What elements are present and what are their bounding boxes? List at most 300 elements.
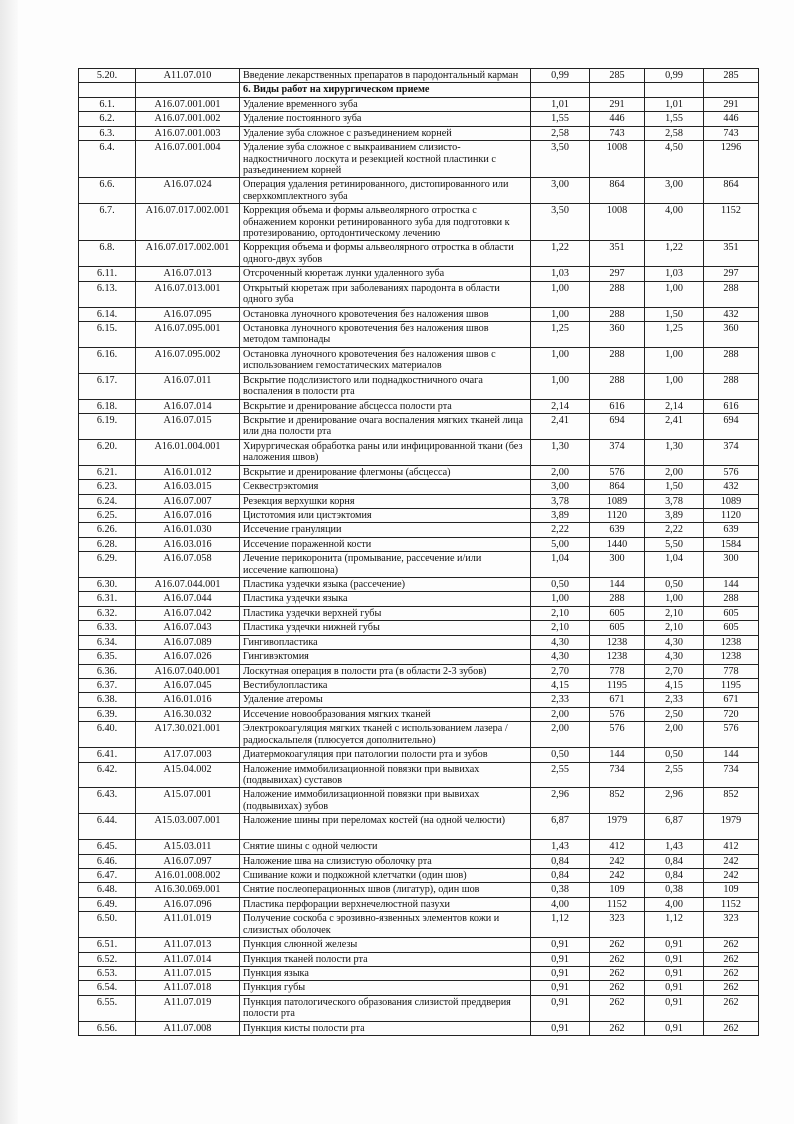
coefficient-1: 4,30 bbox=[531, 635, 590, 649]
price-2: 1152 bbox=[704, 204, 759, 241]
coefficient-1: 1,00 bbox=[531, 347, 590, 373]
service-name: Секвестрэктомия bbox=[240, 480, 531, 494]
service-name: Наложение шва на слизистую оболочку рта bbox=[240, 854, 531, 868]
coefficient-1: 4,30 bbox=[531, 650, 590, 664]
service-code: A16.30.032 bbox=[136, 707, 240, 721]
price-1: 1979 bbox=[590, 814, 645, 840]
coefficient-1: 0,84 bbox=[531, 869, 590, 883]
table-row bbox=[79, 281, 759, 307]
price-2: 300 bbox=[704, 552, 759, 578]
coefficient-1: 0,91 bbox=[531, 967, 590, 981]
service-code: A16.07.007 bbox=[136, 494, 240, 508]
price-1: 616 bbox=[590, 399, 645, 413]
row-number: 6.49. bbox=[79, 897, 136, 911]
coefficient-2: 4,30 bbox=[645, 650, 704, 664]
service-name: Вскрытие подслизистого или поднадкостничного очага воспаления в полости рта bbox=[240, 373, 531, 399]
coefficient-2: 2,10 bbox=[645, 621, 704, 635]
service-code: A11.01.019 bbox=[136, 912, 240, 938]
coefficient-2: 2,10 bbox=[645, 606, 704, 620]
coefficient-2: 6,87 bbox=[645, 814, 704, 840]
price-2: 852 bbox=[704, 788, 759, 814]
table-row bbox=[79, 854, 759, 868]
coefficient-1: 1,00 bbox=[531, 592, 590, 606]
table-row bbox=[79, 912, 759, 938]
table-row bbox=[79, 722, 759, 748]
service-name: Операция удаления ретинированного, дистопированного или сверхкомплектного зуба bbox=[240, 178, 531, 204]
price-1: 360 bbox=[590, 322, 645, 348]
price-2: 412 bbox=[704, 840, 759, 854]
coefficient-2: 2,00 bbox=[645, 722, 704, 748]
table-row bbox=[79, 606, 759, 620]
row-number: 6.36. bbox=[79, 664, 136, 678]
coefficient-1: 3,50 bbox=[531, 204, 590, 241]
table-row bbox=[79, 307, 759, 321]
price-2: 285 bbox=[704, 69, 759, 83]
coefficient-2: 1,25 bbox=[645, 322, 704, 348]
service-name: Введение лекарственных препаратов в пародонтальный карман bbox=[240, 69, 531, 83]
table-row bbox=[79, 1021, 759, 1035]
table-row bbox=[79, 178, 759, 204]
service-name: Пункция кисты полости рта bbox=[240, 1021, 531, 1035]
row-number: 6.33. bbox=[79, 621, 136, 635]
price-1: 1195 bbox=[590, 678, 645, 692]
table-row bbox=[79, 650, 759, 664]
row-number: 6.46. bbox=[79, 854, 136, 868]
service-code: A16.07.013 bbox=[136, 267, 240, 281]
service-code: A16.07.001.001 bbox=[136, 97, 240, 111]
coefficient-1: 1,00 bbox=[531, 307, 590, 321]
table-row bbox=[79, 635, 759, 649]
service-code: A16.03.015 bbox=[136, 480, 240, 494]
coefficient-2: 1,04 bbox=[645, 552, 704, 578]
coefficient-1: 1,55 bbox=[531, 112, 590, 126]
service-code: A16.07.024 bbox=[136, 178, 240, 204]
coefficient-1: 2,14 bbox=[531, 399, 590, 413]
row-number: 6.44. bbox=[79, 814, 136, 840]
service-name: Наложение шины при переломах костей (на одной челюсти) bbox=[240, 814, 531, 840]
scan-edge bbox=[0, 0, 18, 1124]
price-1: 694 bbox=[590, 413, 645, 439]
service-code: A11.07.008 bbox=[136, 1021, 240, 1035]
row-number: 6.29. bbox=[79, 552, 136, 578]
table-row bbox=[79, 523, 759, 537]
row-number: 6.40. bbox=[79, 722, 136, 748]
coefficient-2: 1,30 bbox=[645, 439, 704, 465]
coefficient-1: 1,04 bbox=[531, 552, 590, 578]
table-row bbox=[79, 112, 759, 126]
service-code: A16.07.042 bbox=[136, 606, 240, 620]
price-1: 288 bbox=[590, 373, 645, 399]
service-code: A16.07.001.002 bbox=[136, 112, 240, 126]
service-code: A16.07.044.001 bbox=[136, 578, 240, 592]
service-code: A16.07.044 bbox=[136, 592, 240, 606]
price-2: 262 bbox=[704, 1021, 759, 1035]
price-1: 288 bbox=[590, 281, 645, 307]
service-code: A11.07.015 bbox=[136, 967, 240, 981]
coefficient-2: 2,70 bbox=[645, 664, 704, 678]
row-number: 6.3. bbox=[79, 126, 136, 140]
service-code: A16.07.097 bbox=[136, 854, 240, 868]
service-name: Иссечение новообразования мягких тканей bbox=[240, 707, 531, 721]
service-name: Наложение иммобилизационной повязки при вывихах (подвывихах) зубов bbox=[240, 788, 531, 814]
row-number: 5.20. bbox=[79, 69, 136, 83]
price-2: 144 bbox=[704, 578, 759, 592]
service-code: A16.07.095.001 bbox=[136, 322, 240, 348]
coefficient-1: 2,00 bbox=[531, 465, 590, 479]
coefficient-1: 2,55 bbox=[531, 762, 590, 788]
price-2: 720 bbox=[704, 707, 759, 721]
price-1: 1008 bbox=[590, 204, 645, 241]
table-row bbox=[79, 126, 759, 140]
coefficient-2: 1,55 bbox=[645, 112, 704, 126]
coefficient-1: 3,89 bbox=[531, 508, 590, 522]
table-row bbox=[79, 439, 759, 465]
service-code: A16.07.095 bbox=[136, 307, 240, 321]
price-table-body bbox=[79, 69, 759, 1036]
price-2: 1238 bbox=[704, 635, 759, 649]
row-number: 6.51. bbox=[79, 938, 136, 952]
service-name: Удаление временного зуба bbox=[240, 97, 531, 111]
price-2: 694 bbox=[704, 413, 759, 439]
service-name: Наложение иммобилизационной повязки при вывихах (подвывихах) суставов bbox=[240, 762, 531, 788]
service-name: Получение соскоба с эрозивно-язвенных элементов кожи и слизистых оболочек bbox=[240, 912, 531, 938]
coefficient-2: 0,91 bbox=[645, 995, 704, 1021]
price-2: 1296 bbox=[704, 141, 759, 178]
row-number: 6.50. bbox=[79, 912, 136, 938]
coefficient-1: 4,00 bbox=[531, 897, 590, 911]
price-2: 360 bbox=[704, 322, 759, 348]
coefficient-1: 2,00 bbox=[531, 722, 590, 748]
service-code: A15.03.007.001 bbox=[136, 814, 240, 840]
service-code: A11.07.018 bbox=[136, 981, 240, 995]
price-2: 297 bbox=[704, 267, 759, 281]
coefficient-1: 1,00 bbox=[531, 281, 590, 307]
service-name: Удаление атеромы bbox=[240, 693, 531, 707]
service-code: A16.07.095.002 bbox=[136, 347, 240, 373]
coefficient-2: 4,50 bbox=[645, 141, 704, 178]
table-row bbox=[79, 621, 759, 635]
price-1: 262 bbox=[590, 938, 645, 952]
price-1: 864 bbox=[590, 178, 645, 204]
service-name: Пункция тканей полости рта bbox=[240, 952, 531, 966]
service-name: Хирургическая обработка раны или инфицированной ткани (без наложения швов) bbox=[240, 439, 531, 465]
price-1: 743 bbox=[590, 126, 645, 140]
row-number: 6.48. bbox=[79, 883, 136, 897]
price-2: 144 bbox=[704, 748, 759, 762]
price-1: 288 bbox=[590, 307, 645, 321]
coefficient-2: 2,14 bbox=[645, 399, 704, 413]
coefficient-2: 0,84 bbox=[645, 854, 704, 868]
coefficient-2: 3,00 bbox=[645, 178, 704, 204]
row-number: 6.8. bbox=[79, 241, 136, 267]
row-number: 6.26. bbox=[79, 523, 136, 537]
service-code: A17.07.003 bbox=[136, 748, 240, 762]
coefficient-2: 2,58 bbox=[645, 126, 704, 140]
service-code: A11.07.014 bbox=[136, 952, 240, 966]
service-code: A16.07.017.002.001 bbox=[136, 241, 240, 267]
price-2: 109 bbox=[704, 883, 759, 897]
price-1: 605 bbox=[590, 606, 645, 620]
coefficient-2: 0,99 bbox=[645, 69, 704, 83]
service-code: A17.30.021.001 bbox=[136, 722, 240, 748]
service-code: A16.07.014 bbox=[136, 399, 240, 413]
coefficient-2: 4,00 bbox=[645, 897, 704, 911]
service-name: Удаление зуба сложное с выкраиванием слизисто-надкостничного лоскута и резекцией костной пластинки с разъединением корней bbox=[240, 141, 531, 178]
price-2: 605 bbox=[704, 621, 759, 635]
table-row bbox=[79, 494, 759, 508]
price-1: 323 bbox=[590, 912, 645, 938]
service-name: 6. Виды работ на хирургическом приеме bbox=[240, 83, 531, 97]
row-number: 6.43. bbox=[79, 788, 136, 814]
row-number: 6.19. bbox=[79, 413, 136, 439]
coefficient-1: 1,01 bbox=[531, 97, 590, 111]
price-2: 446 bbox=[704, 112, 759, 126]
table-row bbox=[79, 840, 759, 854]
service-name: Вестибулопластика bbox=[240, 678, 531, 692]
coefficient-2: 2,33 bbox=[645, 693, 704, 707]
price-1: 412 bbox=[590, 840, 645, 854]
price-2: 1979 bbox=[704, 814, 759, 840]
price-2: 242 bbox=[704, 854, 759, 868]
row-number: 6.39. bbox=[79, 707, 136, 721]
price-2: 288 bbox=[704, 281, 759, 307]
price-1: 734 bbox=[590, 762, 645, 788]
coefficient-2: 1,50 bbox=[645, 307, 704, 321]
price-2: 262 bbox=[704, 952, 759, 966]
price-1: 446 bbox=[590, 112, 645, 126]
price-2: 1120 bbox=[704, 508, 759, 522]
row-number bbox=[79, 83, 136, 97]
service-code: A16.01.012 bbox=[136, 465, 240, 479]
coefficient-2: 1,01 bbox=[645, 97, 704, 111]
table-row bbox=[79, 413, 759, 439]
coefficient-1: 0,91 bbox=[531, 952, 590, 966]
price-1: 297 bbox=[590, 267, 645, 281]
coefficient-1: 2,22 bbox=[531, 523, 590, 537]
price-2: 1584 bbox=[704, 537, 759, 551]
coefficient-2: 5,50 bbox=[645, 537, 704, 551]
service-code: A16.07.015 bbox=[136, 413, 240, 439]
price-1: 852 bbox=[590, 788, 645, 814]
price-1: 576 bbox=[590, 722, 645, 748]
price-2: 288 bbox=[704, 592, 759, 606]
coefficient-2: 0,91 bbox=[645, 981, 704, 995]
price-1: 605 bbox=[590, 621, 645, 635]
price-2: 1089 bbox=[704, 494, 759, 508]
coefficient-1: 0,91 bbox=[531, 938, 590, 952]
service-code: A15.07.001 bbox=[136, 788, 240, 814]
price-1: 778 bbox=[590, 664, 645, 678]
service-code: A16.07.011 bbox=[136, 373, 240, 399]
service-name: Вскрытие и дренирование очага воспаления мягких тканей лица или дна полости рта bbox=[240, 413, 531, 439]
coefficient-2: 1,00 bbox=[645, 347, 704, 373]
row-number: 6.30. bbox=[79, 578, 136, 592]
coefficient-1: 0,38 bbox=[531, 883, 590, 897]
price-2 bbox=[704, 83, 759, 97]
service-name: Остановка луночного кровотечения без наложения швов с использованием гемостатических материалов bbox=[240, 347, 531, 373]
row-number: 6.34. bbox=[79, 635, 136, 649]
row-number: 6.17. bbox=[79, 373, 136, 399]
coefficient-2: 0,91 bbox=[645, 967, 704, 981]
row-number: 6.45. bbox=[79, 840, 136, 854]
service-name: Гингивэктомия bbox=[240, 650, 531, 664]
coefficient-1: 3,78 bbox=[531, 494, 590, 508]
service-name: Лечение перикоронита (промывание, рассечение и/или иссечение капюшона) bbox=[240, 552, 531, 578]
row-number: 6.14. bbox=[79, 307, 136, 321]
row-number: 6.47. bbox=[79, 869, 136, 883]
row-number: 6.18. bbox=[79, 399, 136, 413]
coefficient-1: 2,10 bbox=[531, 606, 590, 620]
table-row bbox=[79, 693, 759, 707]
service-name: Снятие шины с одной челюсти bbox=[240, 840, 531, 854]
coefficient-2: 1,50 bbox=[645, 480, 704, 494]
coefficient-1: 6,87 bbox=[531, 814, 590, 840]
coefficient-2: 4,15 bbox=[645, 678, 704, 692]
service-name: Вскрытие и дренирование флегмоны (абсцесса) bbox=[240, 465, 531, 479]
price-2: 291 bbox=[704, 97, 759, 111]
service-name: Электрокоагуляция мягких тканей с использованием лазера / радиоскальпеля (плюсуется дополнительно) bbox=[240, 722, 531, 748]
table-row bbox=[79, 399, 759, 413]
row-number: 6.31. bbox=[79, 592, 136, 606]
price-1: 144 bbox=[590, 748, 645, 762]
service-code: A16.07.013.001 bbox=[136, 281, 240, 307]
price-2: 576 bbox=[704, 465, 759, 479]
table-row bbox=[79, 678, 759, 692]
price-1: 242 bbox=[590, 869, 645, 883]
row-number: 6.1. bbox=[79, 97, 136, 111]
service-name: Удаление зуба сложное с разъединением корней bbox=[240, 126, 531, 140]
table-row bbox=[79, 347, 759, 373]
coefficient-1: 4,15 bbox=[531, 678, 590, 692]
coefficient-1: 2,70 bbox=[531, 664, 590, 678]
service-name: Остановка луночного кровотечения без наложения швов методом тампонады bbox=[240, 322, 531, 348]
table-row bbox=[79, 537, 759, 551]
coefficient-2: 1,00 bbox=[645, 592, 704, 606]
price-2: 351 bbox=[704, 241, 759, 267]
table-row bbox=[79, 578, 759, 592]
coefficient-2: 2,96 bbox=[645, 788, 704, 814]
service-name: Гингивопластика bbox=[240, 635, 531, 649]
price-1: 1440 bbox=[590, 537, 645, 551]
service-name: Пункция патологического образования слизистой преддверия полости рта bbox=[240, 995, 531, 1021]
price-1: 1008 bbox=[590, 141, 645, 178]
price-1: 1120 bbox=[590, 508, 645, 522]
service-code: A16.01.016 bbox=[136, 693, 240, 707]
coefficient-2: 1,03 bbox=[645, 267, 704, 281]
price-1: 291 bbox=[590, 97, 645, 111]
coefficient-1: 1,30 bbox=[531, 439, 590, 465]
table-row bbox=[79, 814, 759, 840]
price-2: 1152 bbox=[704, 897, 759, 911]
price-2: 432 bbox=[704, 480, 759, 494]
coefficient-1: 0,50 bbox=[531, 578, 590, 592]
table-row bbox=[79, 897, 759, 911]
row-number: 6.32. bbox=[79, 606, 136, 620]
coefficient-1: 3,00 bbox=[531, 178, 590, 204]
price-1: 374 bbox=[590, 439, 645, 465]
coefficient-1: 2,41 bbox=[531, 413, 590, 439]
price-2: 743 bbox=[704, 126, 759, 140]
price-1: 262 bbox=[590, 1021, 645, 1035]
price-2: 262 bbox=[704, 938, 759, 952]
coefficient-2 bbox=[645, 83, 704, 97]
table-row bbox=[79, 322, 759, 348]
row-number: 6.21. bbox=[79, 465, 136, 479]
service-code bbox=[136, 83, 240, 97]
coefficient-1: 0,91 bbox=[531, 995, 590, 1021]
price-2: 374 bbox=[704, 439, 759, 465]
coefficient-2: 3,78 bbox=[645, 494, 704, 508]
service-code: A16.30.069.001 bbox=[136, 883, 240, 897]
price-1: 288 bbox=[590, 592, 645, 606]
service-code: A16.03.016 bbox=[136, 537, 240, 551]
coefficient-1: 1,43 bbox=[531, 840, 590, 854]
service-name: Открытый кюретаж при заболеваниях пародонта в области одного зуба bbox=[240, 281, 531, 307]
table-row bbox=[79, 952, 759, 966]
price-2: 616 bbox=[704, 399, 759, 413]
table-row bbox=[79, 373, 759, 399]
coefficient-1: 3,50 bbox=[531, 141, 590, 178]
row-number: 6.7. bbox=[79, 204, 136, 241]
row-number: 6.13. bbox=[79, 281, 136, 307]
price-2: 242 bbox=[704, 869, 759, 883]
price-1: 351 bbox=[590, 241, 645, 267]
price-1: 639 bbox=[590, 523, 645, 537]
row-number: 6.25. bbox=[79, 508, 136, 522]
price-1: 262 bbox=[590, 952, 645, 966]
service-name: Снятие послеоперационных швов (лигатур), один шов bbox=[240, 883, 531, 897]
service-name: Вскрытие и дренирование абсцесса полости рта bbox=[240, 399, 531, 413]
coefficient-1: 0,91 bbox=[531, 1021, 590, 1035]
table-row bbox=[79, 981, 759, 995]
price-2: 576 bbox=[704, 722, 759, 748]
price-1: 864 bbox=[590, 480, 645, 494]
service-code: A16.01.030 bbox=[136, 523, 240, 537]
table-row bbox=[79, 762, 759, 788]
service-code: A15.03.011 bbox=[136, 840, 240, 854]
row-number: 6.20. bbox=[79, 439, 136, 465]
coefficient-1: 2,58 bbox=[531, 126, 590, 140]
table-row bbox=[79, 267, 759, 281]
price-1: 1089 bbox=[590, 494, 645, 508]
service-name: Отсроченный кюретаж лунки удаленного зуба bbox=[240, 267, 531, 281]
coefficient-2: 1,00 bbox=[645, 281, 704, 307]
coefficient-2: 3,89 bbox=[645, 508, 704, 522]
row-number: 6.28. bbox=[79, 537, 136, 551]
service-name: Цистотомия или цистэктомия bbox=[240, 508, 531, 522]
service-code: A16.07.089 bbox=[136, 635, 240, 649]
coefficient-1: 2,96 bbox=[531, 788, 590, 814]
coefficient-1: 1,03 bbox=[531, 267, 590, 281]
coefficient-2: 0,91 bbox=[645, 952, 704, 966]
service-code: A15.04.002 bbox=[136, 762, 240, 788]
row-number: 6.55. bbox=[79, 995, 136, 1021]
row-number: 6.52. bbox=[79, 952, 136, 966]
service-code: A16.07.001.003 bbox=[136, 126, 240, 140]
price-2: 432 bbox=[704, 307, 759, 321]
row-number: 6.37. bbox=[79, 678, 136, 692]
coefficient-1: 1,22 bbox=[531, 241, 590, 267]
table-row bbox=[79, 97, 759, 111]
service-code: A16.07.016 bbox=[136, 508, 240, 522]
row-number: 6.41. bbox=[79, 748, 136, 762]
table-row bbox=[79, 938, 759, 952]
price-1: 262 bbox=[590, 967, 645, 981]
coefficient-1: 0,99 bbox=[531, 69, 590, 83]
coefficient-2: 2,22 bbox=[645, 523, 704, 537]
row-number: 6.11. bbox=[79, 267, 136, 281]
price-1: 576 bbox=[590, 465, 645, 479]
